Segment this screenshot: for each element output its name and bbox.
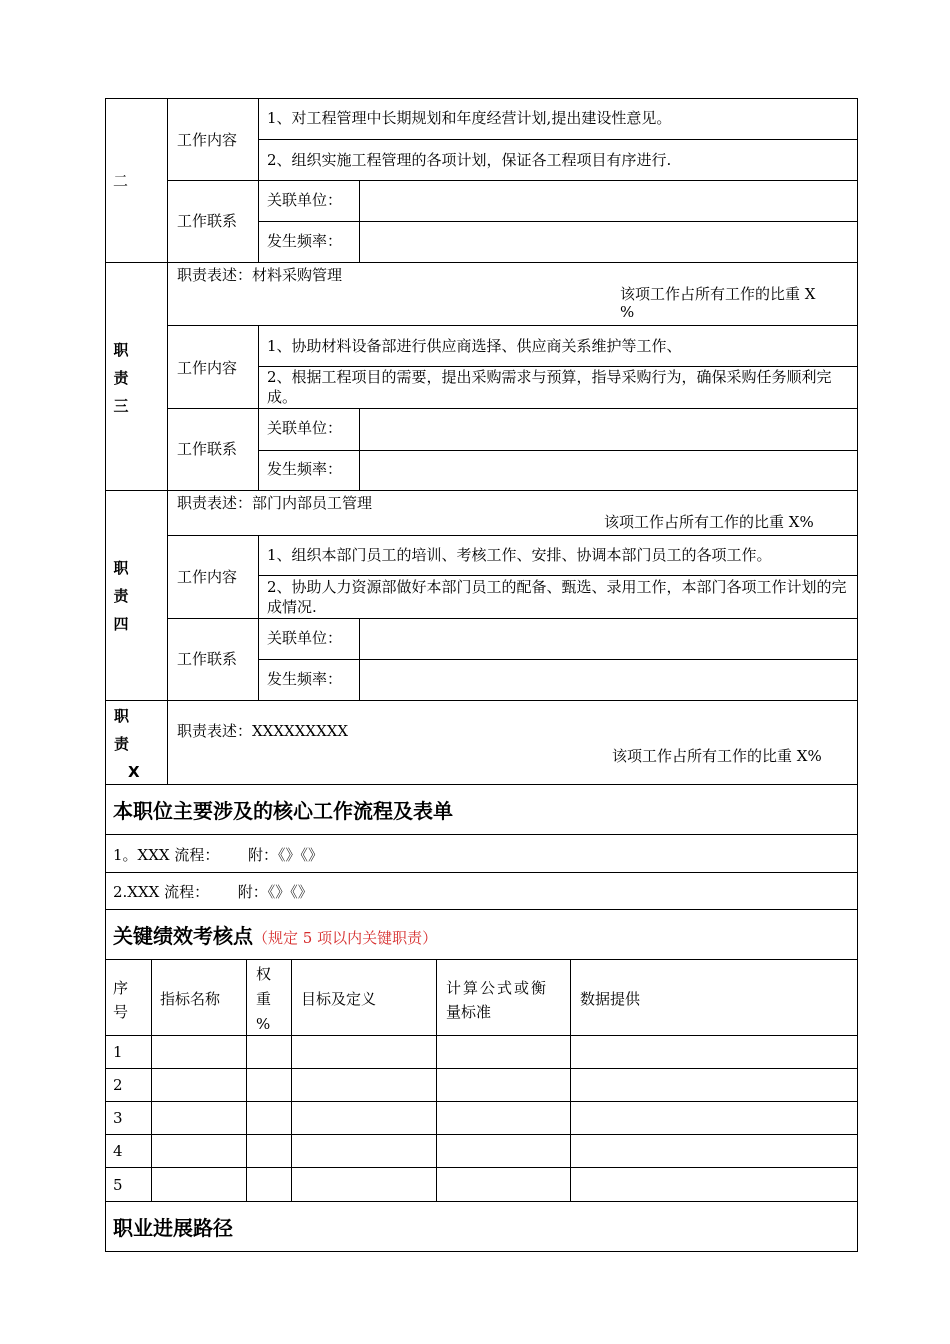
rule [436,959,437,1201]
header-text: 号 [113,1003,129,1021]
header-text: 重 [256,990,272,1008]
work-content-label: 工作内容 [177,568,238,586]
label-char: X [128,763,140,781]
work-content-label: 工作内容 [177,359,238,377]
kpi-row-seq: 2 [113,1076,123,1094]
kpi-header-seq [113,976,128,1024]
kpi-row-seq: 3 [113,1109,123,1127]
duty-description: 职责表述：材料采购管理 [177,266,343,284]
rule [359,408,360,490]
rule [359,618,360,700]
rule [167,618,858,619]
work-item: 2、组织实施工程管理的各项计划，保证各工程项目有序进行. [267,151,672,169]
label-char: 责 [114,735,130,753]
duty-description: 职责表述：部门内部员工管理 [177,494,373,512]
rule [258,325,259,490]
rule [258,575,858,576]
label-char: 三 [113,397,129,415]
rule [167,180,858,181]
rule [105,1134,858,1135]
process-section-title: 本职位主要涉及的核心工作流程及表单 [113,799,453,823]
rule [151,959,152,1201]
work-item: 1、组织本部门员工的培训、考核工作、安排、协调本部门员工的各项工作。 [267,546,772,564]
kpi-row-seq: 5 [113,1176,123,1194]
work-contact-label: 工作联系 [177,650,238,668]
duty-weight: 该项工作占所有工作的比重 X% [604,513,814,531]
header-text: 序 [113,979,129,997]
header-text: 量标准 [446,1003,492,1021]
rule [258,659,858,660]
rule [105,98,106,1252]
duty-description: 职责表述：XXXXXXXXX [177,722,349,740]
rule [167,408,858,409]
rule [167,535,858,536]
process-row: 1。XXX 流程： 附：《》《》 [113,846,323,864]
header-text: 计算公式或衡 [446,979,549,997]
kpi-header-formula [446,976,548,1024]
kpi-section-heading [113,922,437,950]
rule [105,784,858,785]
work-content-label: 工作内容 [177,131,238,149]
label-char: 责 [113,369,129,387]
rule [105,959,858,960]
rule [258,221,858,222]
related-unit-label: 关联单位： [267,191,343,209]
header-text: 权 [256,965,272,983]
frequency-label: 发生频率： [267,232,343,250]
work-item: 2、根据工程项目的需要，提出采购需求与预算，指导采购行为，确保采购任务顺利完成。 [267,368,832,406]
kpi-section-title: 关键绩效考核点 [113,924,253,948]
rule [105,98,858,99]
rule [105,262,858,263]
rule [246,959,247,1201]
frequency-label: 发生频率： [267,670,343,688]
rule [105,1035,858,1036]
rule [105,909,858,910]
label-char: 职 [113,559,129,577]
label-char: 责 [113,587,129,605]
work-item: 2、协助人力资源部做好本部门员工的配备、甄选、录用工作，本部门各项工作计划的完成情况. [267,578,847,616]
duty-weight: 该项工作占所有工作的比重 X [620,285,816,303]
label-char: 职 [114,707,130,725]
kpi-header-source: 数据提供 [580,990,641,1008]
rule [258,535,259,700]
related-unit-label: 关联单位： [267,629,343,647]
rule [105,1201,858,1202]
label-char: 职 [113,341,129,359]
header-text: % [256,1015,271,1033]
section-3-label [106,336,136,420]
duty-weight-unit: % [620,303,635,321]
rule [359,180,360,262]
related-unit-label: 关联单位： [267,419,343,437]
process-row: 2.XXX 流程： 附：《》《》 [113,883,313,901]
rule [105,1068,858,1069]
rule [105,490,858,491]
rule [105,872,858,873]
kpi-header-name: 指标名称 [160,990,221,1008]
rule [258,139,858,140]
rule [857,98,858,1252]
label-char: 四 [113,615,129,633]
work-item: 1、对工程管理中长期规划和年度经营计划,提出建设性意见。 [267,109,672,127]
section-2-label: 二 [113,172,129,190]
rule [258,450,858,451]
work-item: 1、协助材料设备部进行供应商选择、供应商关系维护等工作、 [267,337,682,355]
kpi-row-seq: 1 [113,1043,123,1061]
frequency-label: 发生频率： [267,460,343,478]
kpi-row-seq: 4 [113,1142,123,1160]
career-section-title: 职业进展路径 [113,1216,233,1240]
kpi-header-weight [256,962,271,1037]
rule [105,1251,858,1252]
section-4-label [106,554,136,638]
rule [291,959,292,1201]
work-contact-label: 工作联系 [177,212,238,230]
rule [570,959,571,1201]
work-contact-label: 工作联系 [177,440,238,458]
rule [105,1167,858,1168]
rule [167,325,858,326]
rule [105,700,858,701]
kpi-section-note: （规定 5 项以内关键职责） [253,929,438,947]
rule [105,1101,858,1102]
rule [105,834,858,835]
duty-weight: 该项工作占所有工作的比重 X% [612,747,822,765]
section-x-label [106,702,140,786]
kpi-header-goal: 目标及定义 [301,990,377,1008]
rule [167,98,168,784]
rule [258,98,259,262]
